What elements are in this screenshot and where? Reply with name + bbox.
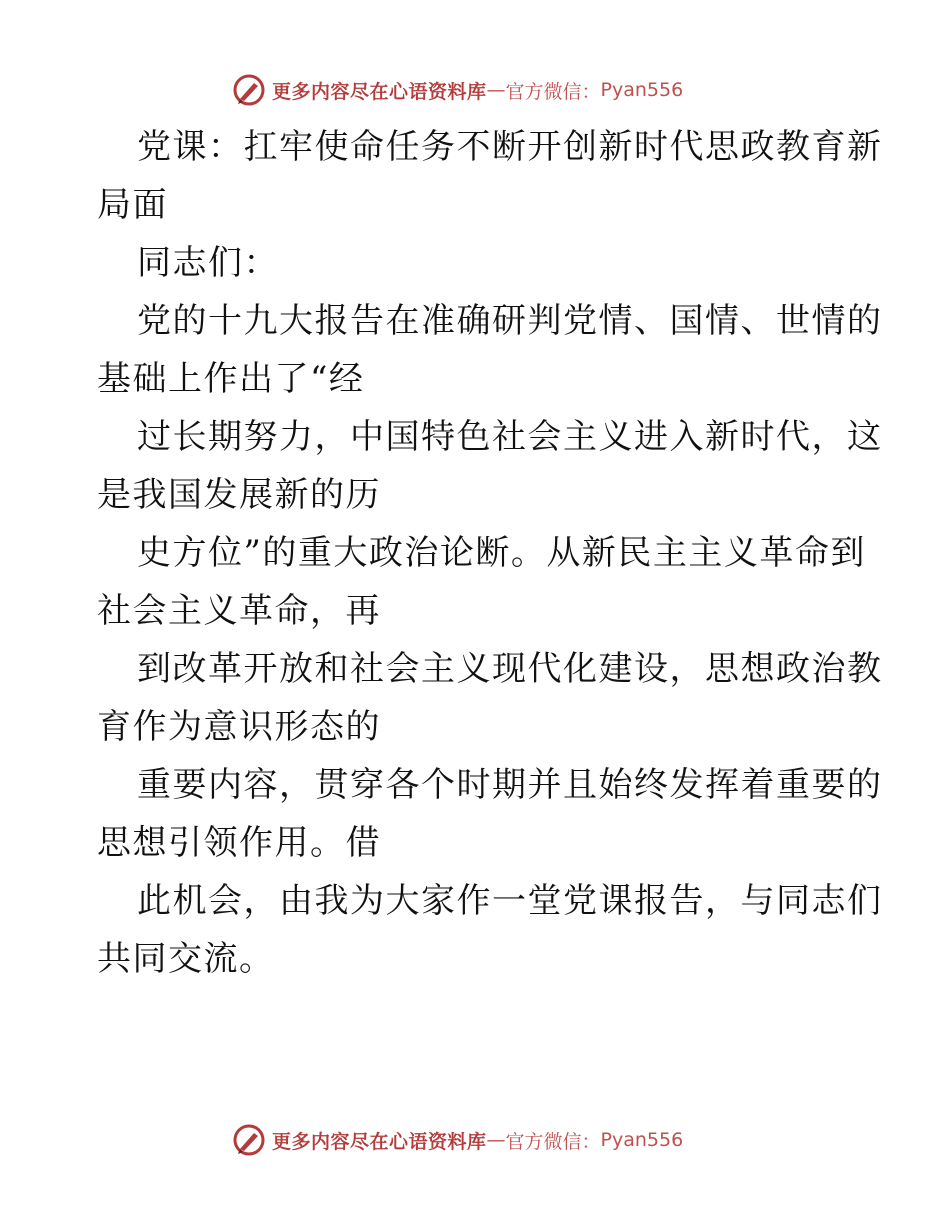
paragraph-line: 共同交流。 — [97, 939, 275, 979]
pen-logo-icon — [232, 73, 266, 107]
watermark-brand: 更多内容尽在心语资料库 — [272, 80, 487, 103]
watermark-dash: — — [486, 79, 506, 101]
paragraph-line: 思想引领作用。借 — [97, 823, 381, 863]
paragraph-line: 党的十九大报告在准确研判党情、国情、世情的 — [137, 301, 883, 341]
paragraph-line: 是我国发展新的历 — [97, 475, 381, 515]
paragraph-line: 重要内容，贯穿各个时期并且始终发挥着重要的 — [137, 765, 883, 805]
salutation: 同志们： — [137, 243, 279, 283]
pen-logo-icon — [232, 1123, 266, 1157]
watermark-contact-label: 官方微信： — [505, 80, 601, 103]
paragraph-line: 基础上作出了“经 — [97, 359, 365, 399]
paragraph-line: 育作为意识形态的 — [97, 707, 381, 747]
doc-title-line-1: 党课：扛牢使命任务不断开创新时代思政教育新 — [137, 127, 883, 167]
paragraph-line: 到改革开放和社会主义现代化建设，思想政治教 — [137, 649, 883, 689]
header-watermark — [232, 72, 683, 108]
watermark-contact-id: Pyan556 — [600, 79, 684, 101]
footer-watermark — [232, 1122, 683, 1158]
paragraph-line: 社会主义革命，再 — [97, 591, 381, 631]
watermark-contact-id: Pyan556 — [600, 1129, 684, 1151]
paragraph-line: 过长期努力，中国特色社会主义进入新时代，这 — [137, 417, 883, 457]
doc-title-line-2: 局面 — [97, 185, 168, 225]
watermark-contact-label: 官方微信： — [505, 1130, 601, 1153]
watermark-dash: — — [486, 1129, 506, 1151]
paragraph-line: 史方位”的重大政治论断。从新民主主义革命到 — [137, 533, 866, 573]
watermark-brand: 更多内容尽在心语资料库 — [272, 1130, 487, 1153]
document-body — [97, 118, 883, 988]
paragraph-line: 此机会，由我为大家作一堂党课报告，与同志们 — [137, 881, 883, 921]
